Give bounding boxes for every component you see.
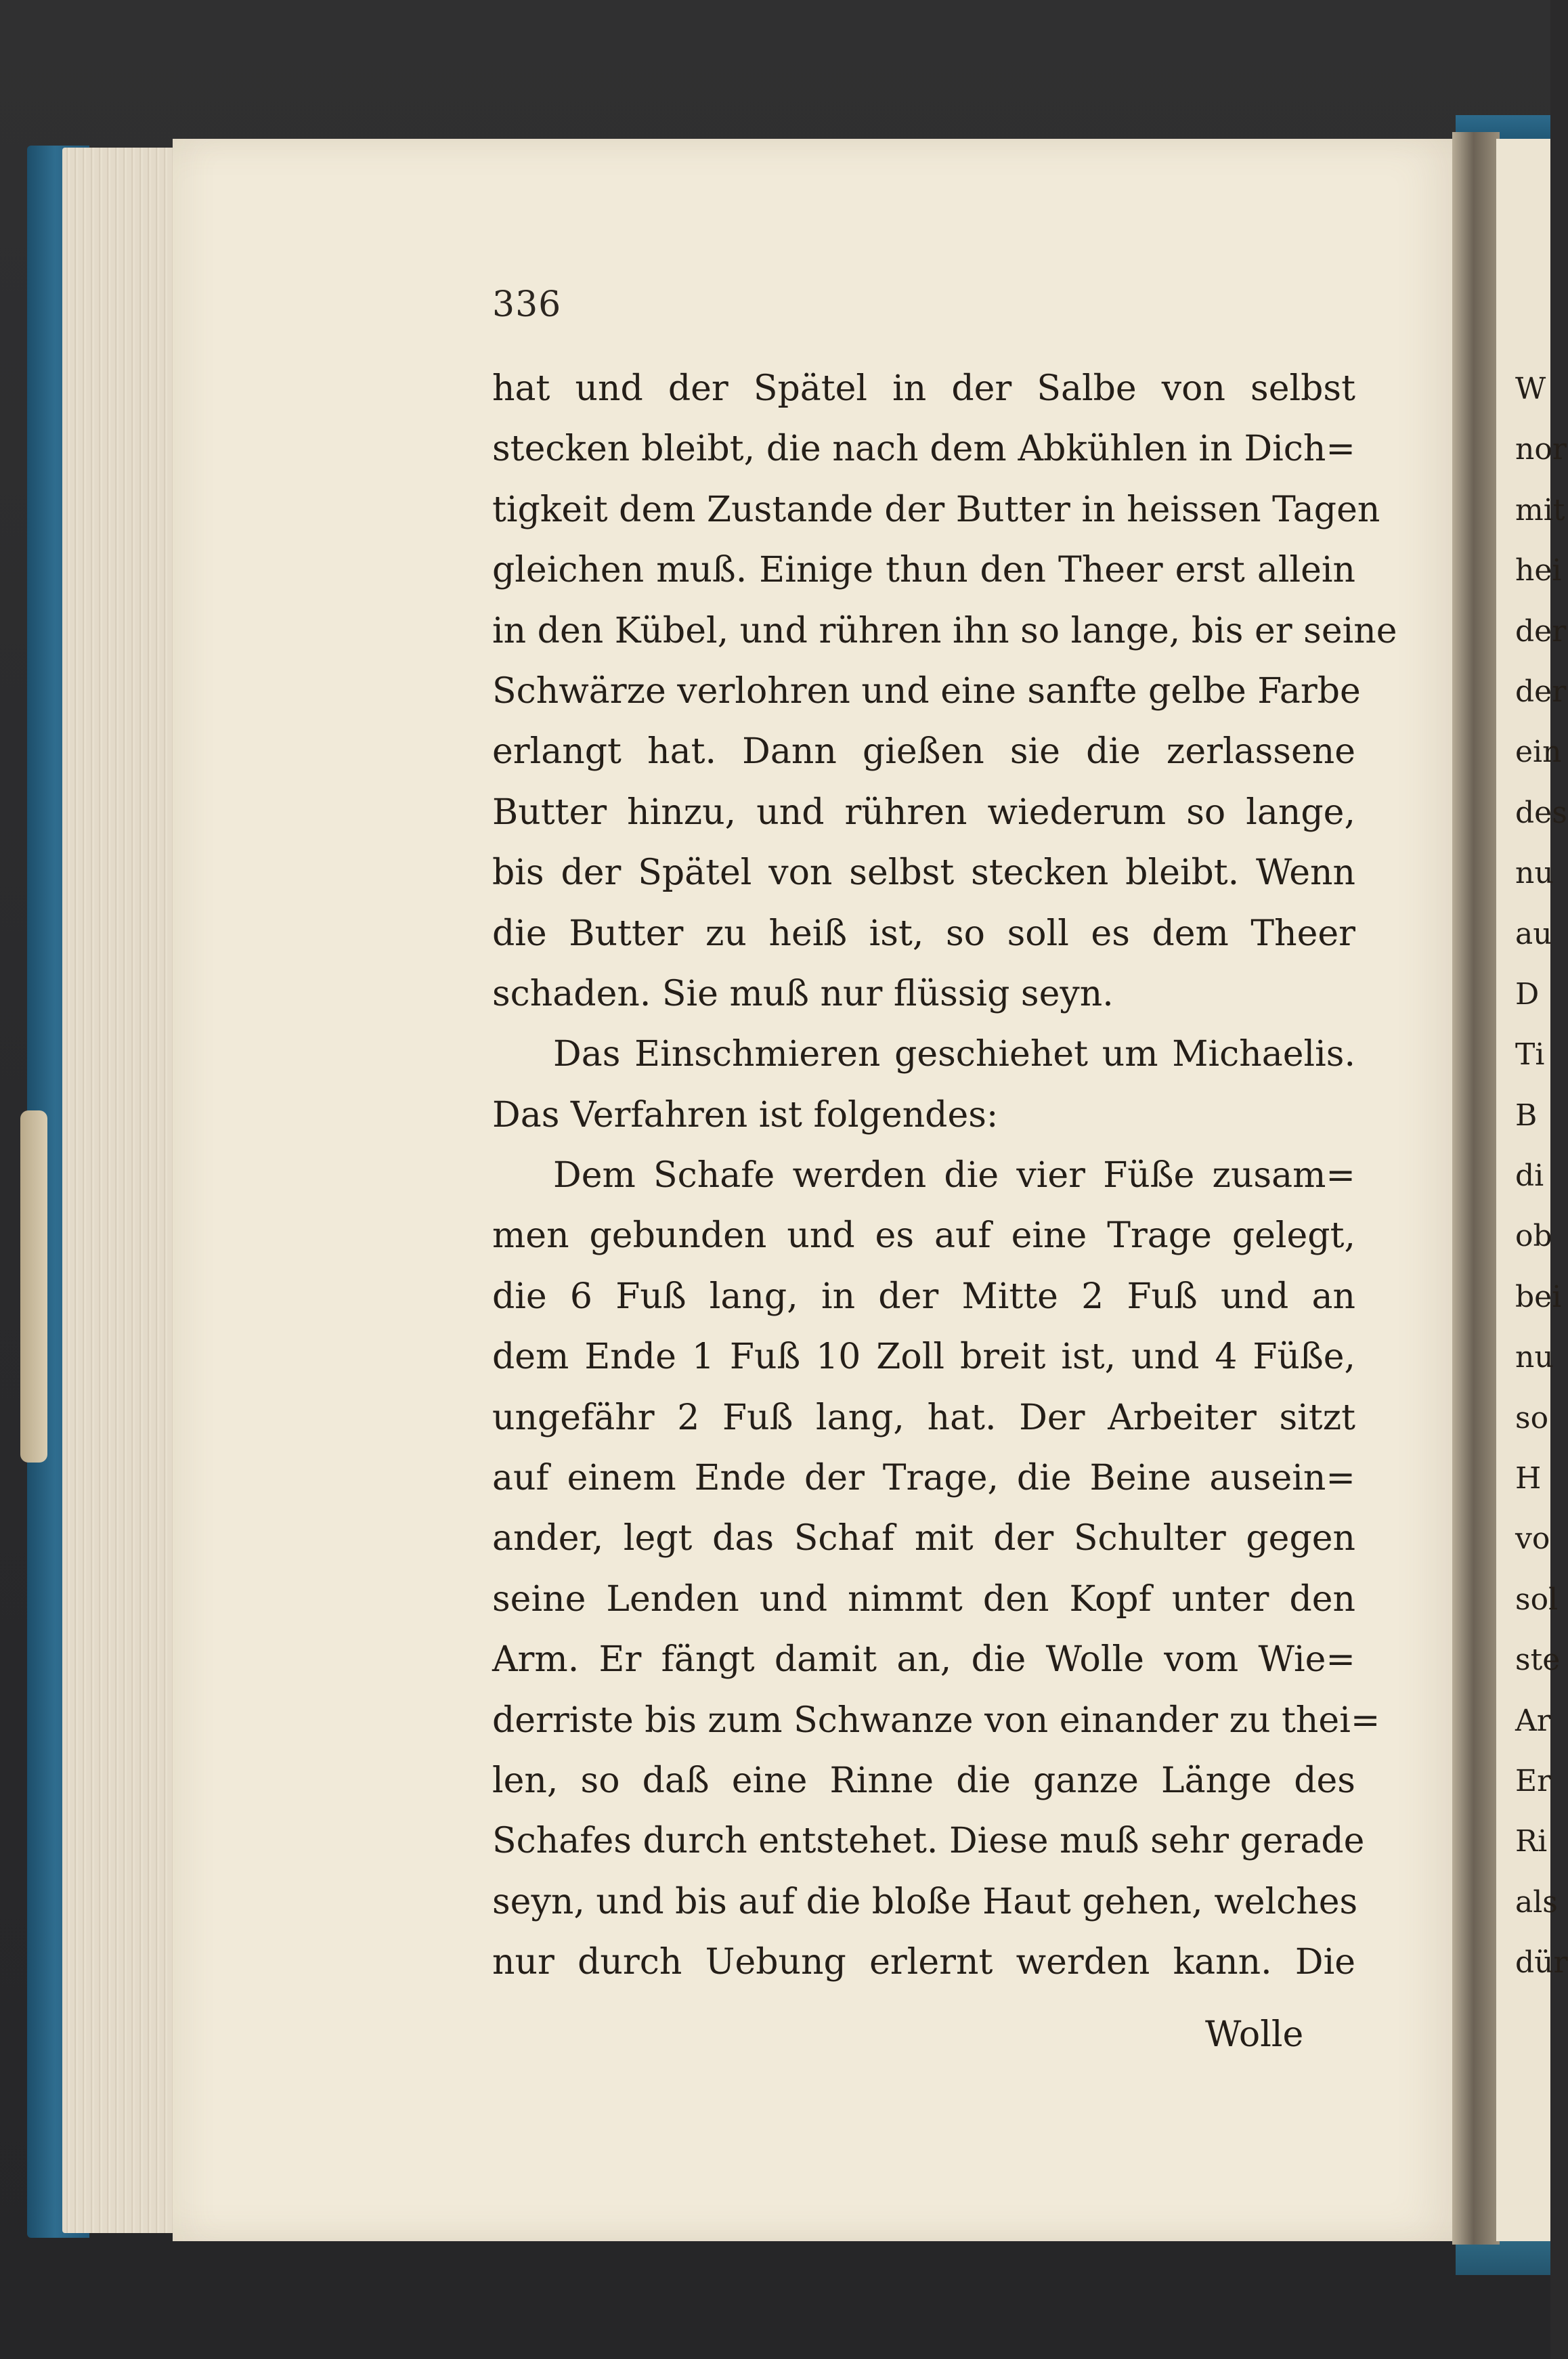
facing-line: H [1515, 1461, 1542, 1496]
page-edges [62, 148, 177, 2233]
facing-line: ob [1515, 1219, 1552, 1254]
facing-line: sol [1515, 1582, 1559, 1617]
facing-line: hei [1515, 553, 1562, 588]
facing-line: nu [1515, 1340, 1554, 1375]
text-line: Schwärze verlohren und eine sanfte gelbe Farbe [492, 670, 1361, 712]
text-line: stecken bleibt, die nach dem Abkühlen in Dich= [492, 429, 1355, 470]
text-line: seine Lenden und nimmt den Kopf unter den [492, 1578, 1355, 1620]
page-body-text [492, 359, 1397, 1993]
text-line: schaden. Sie muß nur flüssig seyn. [492, 973, 1114, 1014]
text-line: Arm. Er fängt damit an, die Wolle vom Wie= [492, 1639, 1355, 1681]
facing-line: vo [1515, 1521, 1550, 1557]
text-line: die Butter zu heiß ist, so soll es dem Theer [492, 913, 1355, 954]
facing-line: Ri [1515, 1824, 1548, 1859]
facing-line: Ar [1515, 1703, 1551, 1738]
facing-line: W [1515, 372, 1546, 406]
text-line: seyn, und bis auf die bloße Haut gehen, welches [492, 1881, 1358, 1922]
facing-line: ein [1515, 735, 1562, 770]
catchword: Wolle [1205, 2014, 1304, 2055]
text-line: Schafes durch entstehet. Diese muß sehr gerade [492, 1821, 1365, 1862]
text-line: Das Einschmieren geschiehet um Michaelis. [553, 1034, 1355, 1075]
text-line: men gebunden und es auf eine Trage gelegt, [492, 1215, 1355, 1257]
text-line: in den Kübel, und rühren ihn so lange, bis er seine [492, 610, 1397, 651]
text-line: Butter hinzu, und rühren wiederum so lange, [492, 792, 1355, 833]
facing-line: D [1515, 976, 1540, 1012]
text-line: bis der Spätel von selbst stecken bleibt. Wenn [492, 852, 1355, 894]
facing-line: mit [1515, 492, 1565, 527]
text-line: Dem Schafe werden die vier Füße zusam= [553, 1155, 1355, 1196]
text-line: auf einem Ende der Trage, die Beine ausein= [492, 1458, 1355, 1499]
facing-line: au [1515, 916, 1552, 951]
facing-page-text [1515, 359, 1568, 1993]
facing-line: nu [1515, 856, 1554, 891]
text-line: erlangt hat. Dann gießen sie die zerlassene [492, 731, 1355, 773]
page-number: 336 [492, 284, 562, 325]
facing-line: der [1515, 613, 1567, 649]
page-gutter [1452, 132, 1500, 2245]
facing-line: der [1515, 674, 1567, 709]
facing-line: so [1515, 1400, 1549, 1435]
text-line: ander, legt das Schaf mit der Schulter gegen [492, 1518, 1355, 1559]
text-line: nur durch Uebung erlernt werden kann. Die [492, 1942, 1355, 1983]
text-line: gleichen muß. Einige thun den Theer erst allein [492, 550, 1355, 591]
text-line: hat und der Spätel in der Salbe von selbst [492, 368, 1355, 409]
facing-line: nor [1515, 432, 1567, 467]
text-line: tigkeit dem Zustande der Butter in heissen Tagen [492, 489, 1380, 530]
facing-line: B [1515, 1098, 1538, 1133]
facing-line: dür [1515, 1945, 1568, 1981]
text-line: dem Ende 1 Fuß 10 Zoll breit ist, und 4 Füße, [492, 1337, 1355, 1378]
facing-line: di [1515, 1159, 1544, 1194]
cover-wear-patch [20, 1110, 47, 1463]
text-line: derriste bis zum Schwanze von einander zu thei= [492, 1700, 1380, 1741]
facing-line: als [1515, 1884, 1558, 1920]
facing-line: ste [1515, 1643, 1561, 1678]
text-line: len, so daß eine Rinne die ganze Länge des [492, 1760, 1355, 1801]
text-line: Das Verfahren ist folgendes: [492, 1094, 999, 1135]
text-line: ungefähr 2 Fuß lang, hat. Der Arbeiter sitzt [492, 1397, 1355, 1438]
facing-line: bei [1515, 1279, 1562, 1314]
facing-line: Ti [1515, 1037, 1545, 1073]
text-line: die 6 Fuß lang, in der Mitte 2 Fuß und an [492, 1276, 1355, 1317]
facing-line: Er [1515, 1763, 1552, 1798]
facing-line: des [1515, 795, 1567, 830]
